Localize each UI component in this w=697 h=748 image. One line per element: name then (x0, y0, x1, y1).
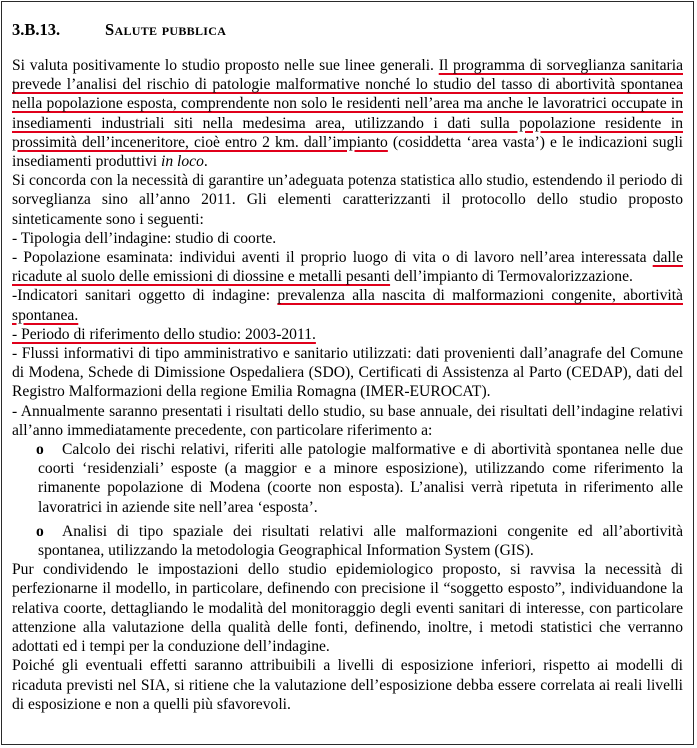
poiche-paragraph: Poiché gli eventuali effetti saranno attribuibili a livelli di esposizione inferiori, rispetto ai modelli di ricaduta previsti nel SIA, si ritiene che la valutazione dell’esposizione debba essere correlata ai reali livelli di esposizione e non a quelli più sfavorevoli. (12, 657, 683, 713)
popolazione-text: - Popolazione esaminata: individui aventi il proprio luogo di vita o di lavoro nell’area interessata (12, 249, 653, 267)
item-popolazione (12, 248, 683, 286)
intro-paragraph (12, 56, 683, 171)
in-loco-text: in loco (161, 153, 204, 171)
intro-text: Si valuta positivamente lo studio proposto nelle sue linee generali. (12, 57, 439, 74)
sub-bullet: o (36, 441, 44, 459)
intro-text-cont: (cosiddetta ‘area vasta’) e le indicazioni sugli insediamenti produttivi (12, 133, 683, 171)
section-heading (12, 20, 226, 40)
section-number: 3.B.13. (12, 20, 61, 39)
item-flussi: - Flussi informativi di tipo amministrativo e sanitario utilizzati: dati provenienti dall’anagrafe del Comune di Modena, Schede di Dimissione Ospedaliera (SDO), Certificati di Assistenza al Parto (CEDAP), dati del Registro Malformazioni della regione Emilia Romagna (IMER-EUROCAT). (12, 345, 683, 401)
sub-analisi-text: Analisi di tipo spaziale dei risultati relativi alle malformazioni congenite ed all’abortività spontanea, utilizzando la metodologia Geographical Information System (GIS). (38, 522, 683, 560)
highlighted-ricadute-text: dalle ricadute al suolo delle emissioni di diossine e metalli pesanti (12, 249, 683, 286)
item-indicatori (12, 286, 683, 324)
intro-text-end: . (203, 153, 208, 171)
sub-item-analisi (12, 522, 683, 560)
concorda-paragraph: Si concorda con la necessità di garantire un’adeguata potenza statistica allo studio, estendendo il periodo di sorveglianza sino all’anno 2011. Gli elementi caratterizzanti il protocollo dello studio proposto sinteticamente sono i seguenti: (12, 172, 683, 228)
sub-calcolo-text: Calcolo dei rischi relativi, riferiti alle patologie malformative e di abortività spontanea nelle due coorti ‘residenziali’ esposte (a maggior e a minore esposizione), utilizzando come riferimento la rimanente popolazione di Modena (coorte non esposta). L’analisi verrà ripetuta in riferimento alle lavoratrici in aziende site nell’area ‘esposta’. (38, 441, 683, 516)
item-annualmente: - Annualmente saranno presentati i risultati dello studio, su base annuale, dei risultati dell’indagine relativi all’anno immediatamente precedente, con particolare riferimento a: (12, 402, 683, 439)
sub-bullet: o (36, 522, 44, 540)
document-body (12, 56, 683, 714)
item-periodo (12, 325, 683, 344)
highlighted-periodo-text: - Periodo di riferimento dello studio: 2003-2011. (12, 325, 316, 343)
highlighted-sorveglianza-text: Il programma di sorveglianza sanitaria prevede l’analisi del rischio di patologie malformative nonché lo studio del tasso di abortività spontanea nella popolazione esposta, comprendente non solo le residenti nell’area ma anche le lavoratrici occupate in insediamenti industriali siti nella medesima area, utilizzando i dati sulla popolazione residente in prossimità dell’inceneritore, cioè entro 2 km. dall’impianto (12, 57, 683, 151)
item-tipologia: - Tipologia dell’indagine: studio di coorte. (12, 229, 277, 247)
indicatori-text: -Indicatori sanitari oggetto di indagine: (12, 287, 278, 305)
section-title: Salute pubblica (105, 20, 227, 39)
condividendo-paragraph: Pur condividendo le impostazioni dello studio epidemiologico proposto, si ravvisa la necessità di perfezionarne il modello, in particolare, definendo con precisione il “soggetto esposto”, individuandone la relativa coorte, dettagliando le modalità del monitoraggio degli eventi sanitari di interesse, con particolare attenzione alla valutazione della qualità delle fonti, definendo, inoltre, i metodi statistici che verranno adottati ed i tempi per la conduzione dell’indagine. (12, 561, 683, 656)
sub-item-calcolo (12, 440, 683, 517)
popolazione-text-end: dell’impianto di Termovalorizzazione. (390, 268, 633, 286)
highlighted-prevalenza-text: prevalenza alla nascita di malformazioni congenite, abortività spontanea. (12, 287, 683, 324)
